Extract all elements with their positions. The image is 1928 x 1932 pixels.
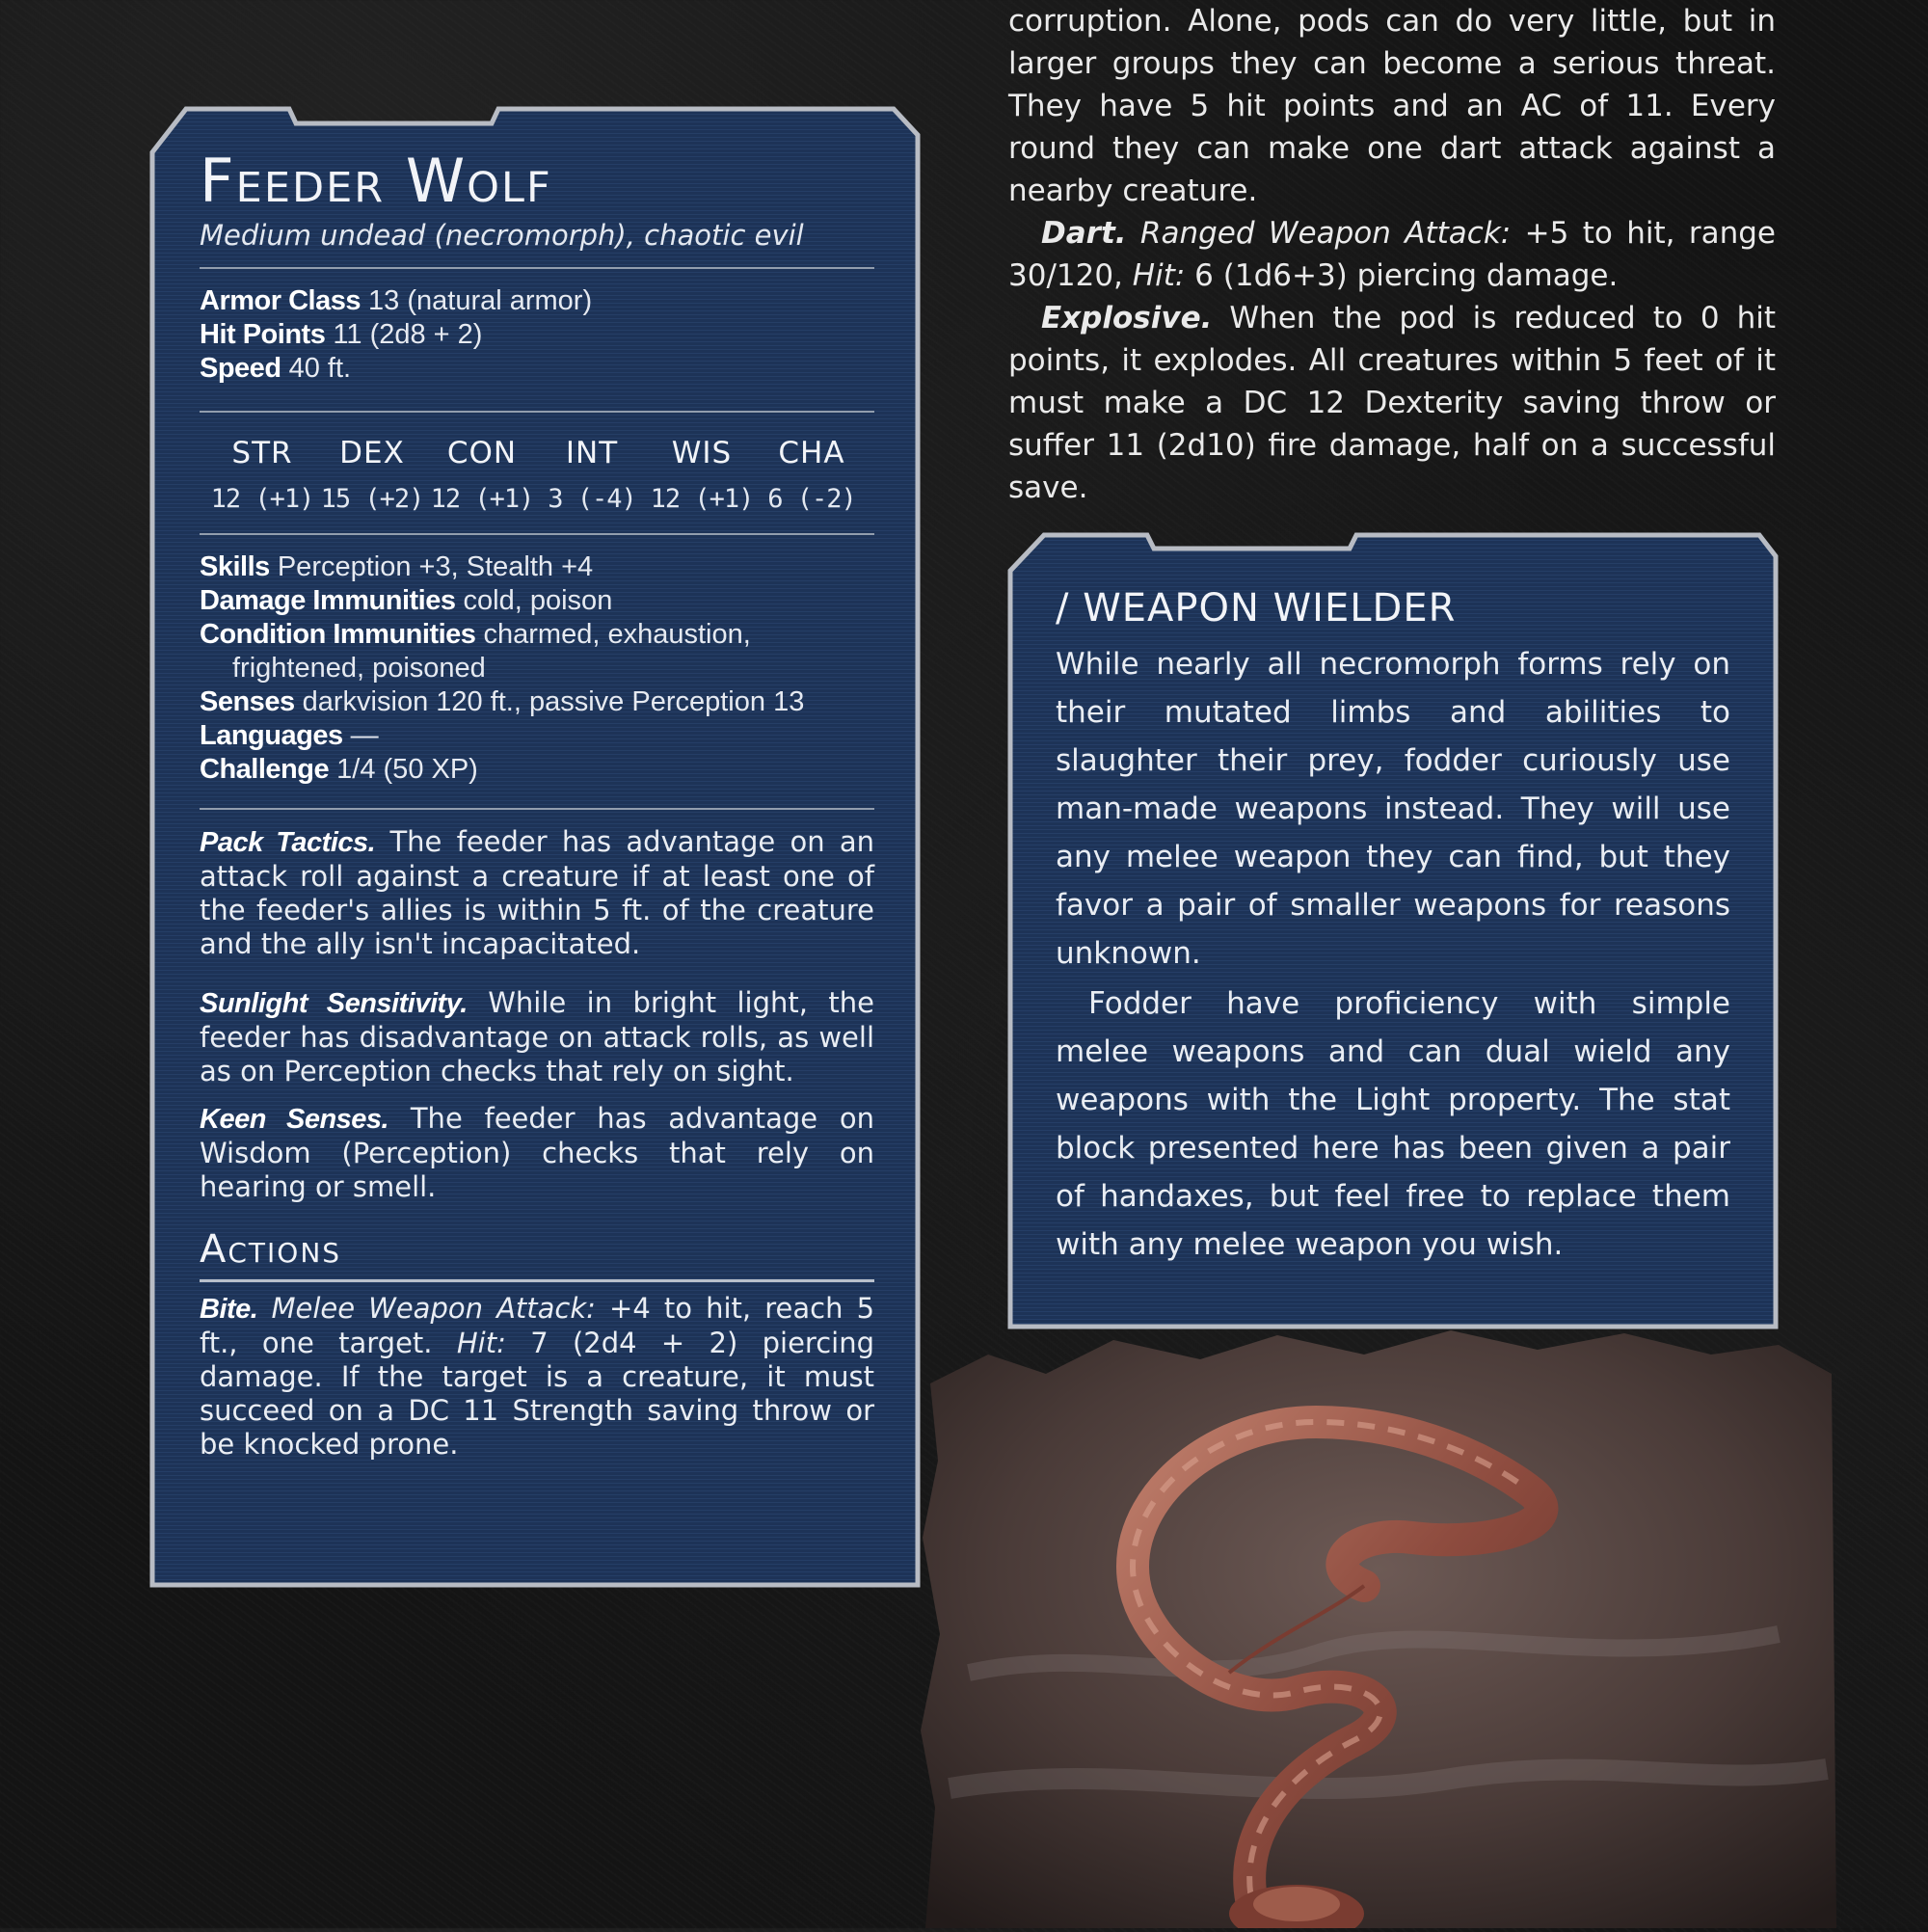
pod-intro: corruption. Alone, pods can do very little, but in larger groups they can become a serious threat. They have 5 hit points and an AC of 11. Every round they can make one dart attack against a nearby creature. [1008,4,1776,208]
ability-wis: WIS 12 (+1) [650,436,754,514]
creature-type: Medium undead (necromorph), chaotic evil [200,219,804,252]
sidebar-paragraph: While nearly all necromorph forms rely on their mutated limbs and abilities to slaughter their prey, fodder curiously use man-made weapons instead. They will use any melee weapon they can find, but they favor a pair of smaller weapons for reasons unknown. [1056,647,1730,971]
actions-divider [200,1279,874,1282]
languages: Languages — [200,720,379,751]
tendril-icon [911,1326,1851,1928]
challenge: Challenge 1/4 (50 XP) [200,754,478,785]
pod-dart: Dart. Ranged Weapon Attack: +5 to hit, range 30/120, Hit: 6 (1d6+3) piercing damage. [1008,216,1776,293]
actions-heading: Actions [200,1227,342,1272]
divider [200,267,874,269]
ability-con: CON 12 (+1) [430,436,534,514]
weapon-wielder-sidebar [1007,532,1779,1330]
creature-name: Feeder Wolf [200,146,552,216]
trait-sunlight-sensitivity: Sunlight Sensitivity. While in bright light, the feeder has disadvantage on attack rolls, as well as on Perception checks that rely on sight. [200,986,875,1087]
speed: Speed 40 ft. [200,353,352,384]
ability-str: STR 12 (+1) [210,436,314,514]
ability-dex: DEX 15 (+2) [320,436,424,514]
sidebar-paragraph: Fodder have proficiency with simple melee weapons and can dual wield any weapons with the Light property. The stat block presented here has been given a pair of handaxes, but feel free to replace them with any melee weapon you wish. [1056,986,1730,1262]
necromorph-tendril-illustration [911,1326,1851,1928]
trait-pack-tactics: Pack Tactics. The feeder has advantage on an attack roll against a creature if at least one of the feeder's allies is within 5 ft. of the creature and the ally isn't incapacitated. [200,825,874,960]
pod-description [1008,0,1776,509]
ability-cha: CHA 6 (-2) [767,436,856,514]
divider [200,533,874,535]
sidebar-title: / WEAPON WIELDER [1056,586,1457,631]
condition-immunities-cont: frightened, poisoned [232,653,486,684]
action-bite: Bite. Melee Weapon Attack: +4 to hit, reach 5 ft., one target. Hit: 7 (2d4 + 2) piercing damage. If the target is a creature, it must succeed on a DC 11 Strength saving throw or be knocked prone. [200,1292,875,1461]
ability-int: INT 3 (-4) [548,436,636,514]
armor-class: Armor Class 13 (natural armor) [200,285,593,316]
skills: Skills Perception +3, Stealth +4 [200,551,594,582]
trait-keen-senses: Keen Senses. The feeder has advantage on Wisdom (Perception) checks that rely on hearing or smell. [200,1102,874,1203]
condition-immunities: Condition Immunities charmed, exhaustion, [200,619,751,650]
pod-explosive: Explosive. When the pod is reduced to 0 hit points, it explodes. All creatures within 5 feet of it must make a DC 12 Dexterity saving throw or suffer 11 (2d10) fire damage, half on a successful save. [1008,301,1776,505]
ability-scores [209,436,865,514]
senses: Senses darkvision 120 ft., passive Perception 13 [200,686,805,717]
hit-points: Hit Points 11 (2d8 + 2) [200,319,483,350]
statblock-panel [149,106,921,1589]
divider [200,411,874,413]
damage-immunities: Damage Immunities cold, poison [200,585,613,616]
divider [200,808,874,810]
